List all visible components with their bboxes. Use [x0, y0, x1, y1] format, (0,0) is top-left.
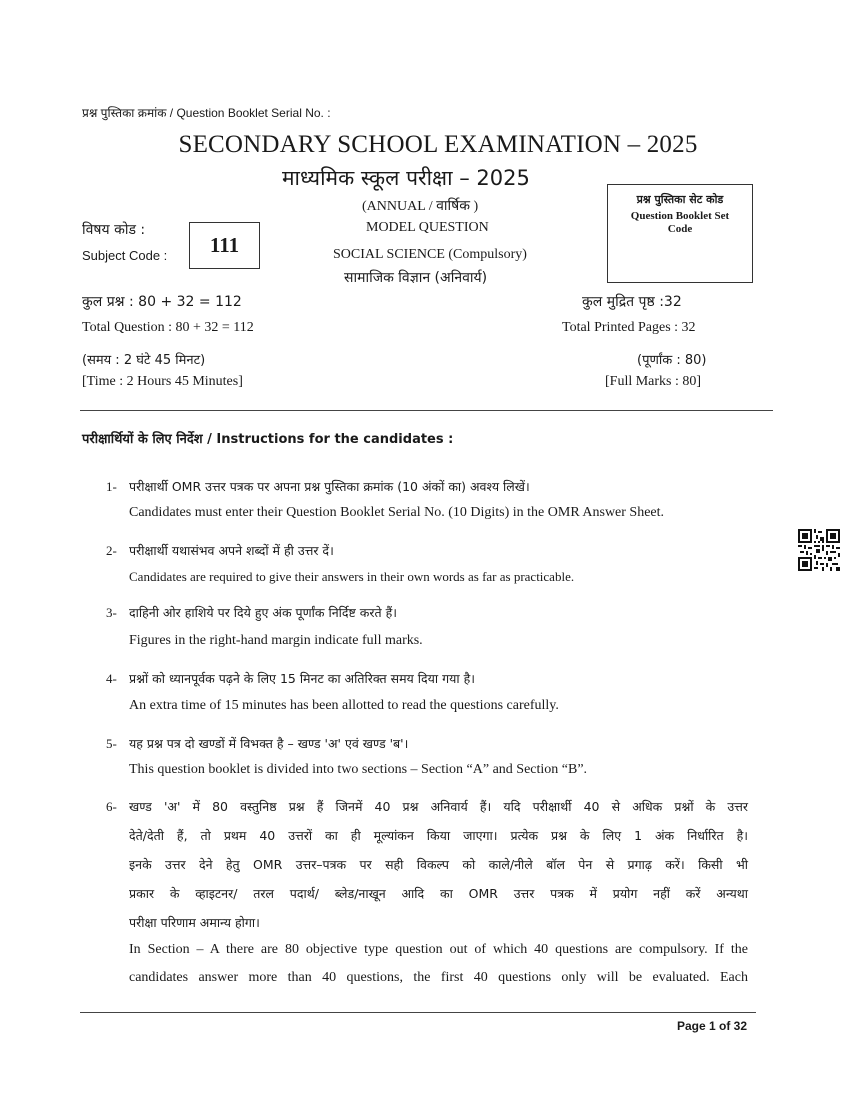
- instructions-heading: परीक्षार्थियों के लिए निर्देश / Instructions for the candidates :: [82, 432, 454, 447]
- instruction-number: 3-: [106, 605, 117, 620]
- exam-title-en: SECONDARY SCHOOL EXAMINATION – 2025: [178, 131, 698, 158]
- instruction-text-hi: परीक्षा परिणाम अमान्य होगा।: [129, 915, 260, 930]
- total-questions-hi: कुल प्रश्न : 80 + 32 = 112: [82, 294, 242, 310]
- full-marks-en: [Full Marks : 80]: [605, 374, 702, 389]
- total-questions-en: Total Question : 80 + 32 = 112: [82, 320, 254, 335]
- instruction-text-hi: प्रकार के व्हाइटनर/ तरल पदार्थ/ ब्लेड/नाखून आदि का OMR उत्तर पत्रक में प्रयोग नहीं करें अन्यथा: [129, 886, 748, 901]
- time-en: [Time : 2 Hours 45 Minutes]: [82, 374, 243, 389]
- model-question-label: MODEL QUESTION: [366, 220, 489, 235]
- printed-pages-en: Total Printed Pages : 32: [562, 320, 696, 335]
- exam-title-hi: माध्यमिक स्कूल परीक्षा – 2025: [282, 166, 530, 190]
- instruction-text-en: In Section – A there are 80 objective type question out of which 40 questions are compulsory. If the: [129, 942, 748, 957]
- instruction-text-hi: देते/देती हैं, तो प्रथम 40 उत्तरों का ही मूल्यांकन किया जाएगा। प्रत्येक प्रश्न के लिए 1 अंक निर्धारित है।: [129, 828, 748, 843]
- subject-code-box: [189, 222, 260, 269]
- subject-code-value: 111: [209, 233, 240, 257]
- booklet-set-code-box: [607, 184, 753, 283]
- instruction-text-hi: दाहिनी ओर हाशिये पर दिये हुए अंक पूर्णांक निर्दिष्ट करते हैं।: [129, 605, 397, 620]
- instruction-text-en: Candidates must enter their Question Booklet Serial No. (10 Digits) in the OMR Answer Sheet.: [129, 505, 665, 520]
- instruction-number: 1-: [106, 479, 117, 494]
- subject-code-label-hi: विषय कोड :: [82, 222, 146, 238]
- printed-pages-hi: कुल मुद्रित पृष्ठ :32: [582, 294, 682, 310]
- serial-number-label: प्रश्न पुस्तिका क्रमांक / Question Booklet Serial No. :: [82, 106, 331, 120]
- qr-code-icon: [798, 529, 840, 571]
- instruction-text-en: An extra time of 15 minutes has been allotted to read the questions carefully.: [129, 698, 559, 713]
- instruction-text-en: This question booklet is divided into two sections – Section “A” and Section “B”.: [129, 762, 588, 777]
- instruction-text-hi: इनके उत्तर देने हेतु OMR उत्तर–पत्रक पर सही विकल्प को काले/नीले बॉल पेन से प्रगाढ़ करें। किसी भी: [129, 857, 748, 872]
- set-code-label-en: Question Booklet Set Code: [630, 210, 730, 235]
- exam-type: (ANNUAL / वार्षिक ): [362, 199, 479, 214]
- instruction-number: 5-: [106, 736, 117, 751]
- instruction-text-hi: परीक्षार्थी OMR उत्तर पत्रक पर अपना प्रश्न पुस्तिका क्रमांक (10 अंकों का) अवश्य लिखें।: [129, 479, 530, 494]
- instruction-text-hi: परीक्षार्थी यथासंभव अपने शब्दों में ही उत्तर दें।: [129, 543, 334, 558]
- instruction-number: 4-: [106, 671, 117, 686]
- time-hi: (समय : 2 घंटे 45 मिनट): [82, 353, 206, 368]
- subject-code-label-en: Subject Code :: [82, 248, 168, 263]
- instruction-text-en: candidates answer more than 40 questions, the first 40 questions only will be evaluated. Each: [129, 970, 748, 985]
- instruction-number: 6-: [106, 799, 117, 814]
- instruction-number: 2-: [106, 543, 117, 558]
- full-marks-hi: (पूर्णांक : 80): [637, 353, 707, 368]
- set-code-label-hi: प्रश्न पुस्तिका सेट कोड: [636, 193, 724, 206]
- instruction-text-hi: यह प्रश्न पत्र दो खण्डों में विभक्त है – खण्ड 'अ' एवं खण्ड 'ब'।: [129, 736, 409, 751]
- footer-divider: [80, 1012, 756, 1013]
- page-number: Page 1 of 32: [677, 1019, 748, 1033]
- subject-name-en: SOCIAL SCIENCE (Compulsory): [333, 247, 527, 262]
- instruction-text-en: Figures in the right-hand margin indicate full marks.: [129, 633, 423, 648]
- subject-name-hi: सामाजिक विज्ञान (अनिवार्य): [344, 270, 488, 286]
- header-divider: [80, 410, 773, 411]
- instruction-text-en: Candidates are required to give their answers in their own words as far as practicable.: [129, 569, 575, 584]
- instruction-text-hi: प्रश्नों को ध्यानपूर्वक पढ़ने के लिए 15 मिनट का अतिरिक्त समय दिया गया है।: [129, 671, 475, 686]
- instruction-text-hi: खण्ड 'अ' में 80 वस्तुनिष्ठ प्रश्न हैं जिनमें 40 प्रश्न अनिवार्य हैं। यदि परीक्षार्थी 40 से अधिक प्रश्नों के उत्तर: [129, 799, 748, 814]
